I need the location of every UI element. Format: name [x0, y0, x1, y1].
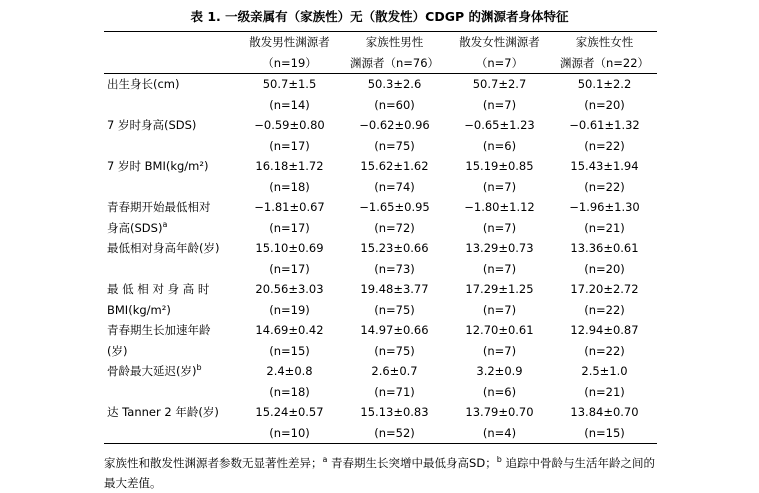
row-label-cont: (岁): [107, 343, 128, 358]
footnote-text-3: 追踪中骨龄与生活年龄之间的最大差值。: [104, 456, 655, 490]
n-cell: (n=22): [584, 302, 625, 317]
table-row-n: [104, 382, 657, 403]
header-empty-cell: [104, 32, 237, 53]
value-cell: 50.3±2.6: [367, 77, 422, 91]
n-cell: (n=18): [269, 179, 310, 194]
row-label-cont: [104, 177, 237, 198]
n-cell: (n=22): [584, 138, 625, 153]
n-cell: (n=22): [584, 179, 625, 194]
n-cell: (n=7): [482, 97, 517, 112]
row-label: 最 低 相 对 身 高 时: [107, 282, 210, 296]
n-cell: (n=17): [269, 220, 310, 235]
row-label: 7 岁时身高(SDS): [107, 118, 197, 132]
value-cell: −0.65±1.23: [464, 118, 535, 132]
table-caption: 表 1. 一级亲属有（家族性）无（散发性）CDGP 的渊源者身体特征: [190, 9, 569, 24]
n-cell: (n=18): [269, 384, 310, 399]
row-label: 最低相对身高年龄(岁): [107, 241, 220, 255]
n-cell: (n=20): [584, 261, 625, 276]
row-label-cont: [104, 136, 237, 157]
value-cell: 17.20±2.72: [570, 282, 639, 296]
header-empty-cell: [104, 53, 237, 74]
header-familial-female: 家族性女性: [552, 32, 657, 53]
row-label-cont: BMI(kg/m²): [107, 302, 171, 317]
value-cell: 14.69±0.42: [255, 323, 324, 337]
table-row: [104, 361, 657, 382]
row-label: [104, 361, 237, 382]
table-row-n: [104, 300, 657, 321]
row-label: 青春期开始最低相对: [107, 200, 211, 214]
table-row-n: [104, 259, 657, 280]
row-label-cont: [104, 259, 237, 280]
n-cell: (n=7): [482, 220, 517, 235]
row-label: 7 岁时 BMI(kg/m²): [107, 159, 209, 173]
value-cell: 17.29±1.25: [465, 282, 534, 296]
n-cell: (n=7): [482, 302, 517, 317]
value-cell: −0.61±1.32: [569, 118, 640, 132]
footnote-sup-b: b: [496, 455, 502, 465]
value-cell: 13.79±0.70: [465, 405, 534, 419]
n-cell: (n=19): [269, 302, 310, 317]
table-row: [104, 197, 657, 218]
value-cell: 3.2±0.9: [476, 364, 523, 378]
n-cell: (n=14): [269, 97, 310, 112]
table-row: [104, 74, 657, 95]
header-familial-male-n: 渊源者（n=76）: [342, 53, 447, 74]
table-row-n: [104, 136, 657, 157]
row-label-text: 身高(SDS): [107, 220, 163, 235]
value-cell: 2.5±1.0: [581, 364, 628, 378]
table-row: [104, 320, 657, 341]
value-cell: −1.65±0.95: [359, 200, 430, 214]
value-cell: −1.96±1.30: [569, 200, 640, 214]
value-cell: 2.6±0.7: [371, 364, 418, 378]
n-cell: (n=73): [374, 261, 415, 276]
value-cell: 12.94±0.87: [570, 323, 639, 337]
value-cell: 20.56±3.03: [255, 282, 324, 296]
table-row: [104, 279, 657, 300]
table-row-n: [104, 177, 657, 198]
value-cell: 13.36±0.61: [570, 241, 639, 255]
n-cell: (n=74): [374, 179, 415, 194]
n-cell: (n=60): [374, 97, 415, 112]
n-cell: (n=75): [374, 302, 415, 317]
table-row-n: [104, 423, 657, 444]
characteristics-table: [104, 31, 657, 444]
value-cell: 2.4±0.8: [266, 364, 313, 378]
n-cell: (n=75): [374, 343, 415, 358]
value-cell: 15.10±0.69: [255, 241, 324, 255]
n-cell: (n=4): [447, 423, 552, 444]
row-label-cont: [104, 423, 237, 444]
table-row: [104, 115, 657, 136]
value-cell: 15.43±1.94: [570, 159, 639, 173]
value-cell: 50.7±1.5: [262, 77, 317, 91]
n-cell: (n=15): [269, 343, 310, 358]
value-cell: 15.24±0.57: [255, 405, 324, 419]
header-familial-female-n: 渊源者（n=22）: [552, 53, 657, 74]
n-cell: (n=17): [269, 261, 310, 276]
value-cell: 12.70±0.61: [465, 323, 534, 337]
value-cell: 15.23±0.66: [360, 241, 429, 255]
table-row-n: [104, 95, 657, 116]
value-cell: −0.62±0.96: [359, 118, 430, 132]
value-cell: 16.18±1.72: [255, 159, 324, 173]
header-row-1: [104, 32, 657, 53]
value-cell: 13.84±0.70: [570, 405, 639, 419]
header-row-2: [104, 53, 657, 74]
n-cell: (n=22): [584, 343, 625, 358]
footnote-marker-b: b: [196, 363, 202, 373]
header-familial-male: 家族性男性: [342, 32, 447, 53]
table-row-n: [104, 218, 657, 239]
value-cell: 15.62±1.62: [360, 159, 429, 173]
row-label: 出生身长(cm): [107, 77, 180, 91]
row-label-cont: [104, 382, 237, 403]
value-cell: 19.48±3.77: [360, 282, 429, 296]
n-cell: (n=6): [482, 384, 517, 399]
table-footnote: [104, 453, 659, 493]
value-cell: 15.13±0.83: [360, 405, 429, 419]
table-row-n: [104, 341, 657, 362]
n-cell: (n=21): [584, 384, 625, 399]
n-cell: (n=20): [584, 97, 625, 112]
n-cell: (n=72): [374, 220, 415, 235]
n-cell: (n=7): [482, 343, 517, 358]
header-sporadic-male: 散发男性渊源者: [237, 32, 342, 53]
footnote-text-2: 青春期生长突增中最低身高SD；: [327, 456, 497, 470]
footnote-sup-a: a: [322, 455, 328, 465]
n-cell: (n=6): [482, 138, 517, 153]
n-cell: (n=7): [482, 261, 517, 276]
footnote-text-1: 家族性和散发性渊源者参数无显著性差异；: [104, 456, 323, 470]
value-cell: −1.80±1.12: [464, 200, 535, 214]
value-cell: 50.1±2.2: [577, 77, 632, 91]
value-cell: 50.7±2.7: [472, 77, 527, 91]
row-label: 青春期生长加速年龄: [107, 323, 211, 337]
row-label-text: 骨龄最大延迟(岁): [107, 364, 197, 378]
value-cell: −0.59±0.80: [254, 118, 325, 132]
header-sporadic-female-n: （n=7）: [447, 53, 552, 74]
header-sporadic-female: 散发女性渊源者: [447, 32, 552, 53]
row-label: 达 Tanner 2 年龄(岁): [107, 405, 219, 419]
table-row: [104, 156, 657, 177]
n-cell: (n=15): [552, 423, 657, 444]
value-cell: −1.81±0.67: [254, 200, 325, 214]
n-cell: (n=71): [374, 384, 415, 399]
n-cell: (n=75): [374, 138, 415, 153]
footnote-marker-a: a: [162, 219, 168, 229]
value-cell: 13.29±0.73: [465, 241, 534, 255]
n-cell: (n=17): [269, 138, 310, 153]
value-cell: 15.19±0.85: [465, 159, 534, 173]
row-label-cont: [104, 218, 237, 239]
table-row: [104, 238, 657, 259]
value-cell: 14.97±0.66: [360, 323, 429, 337]
header-sporadic-male-n: （n=19）: [237, 53, 342, 74]
n-cell: (n=21): [584, 220, 625, 235]
table-row: [104, 402, 657, 423]
n-cell: (n=7): [482, 179, 517, 194]
n-cell: (n=10): [237, 423, 342, 444]
n-cell: (n=52): [342, 423, 447, 444]
row-label-cont: [104, 95, 237, 116]
